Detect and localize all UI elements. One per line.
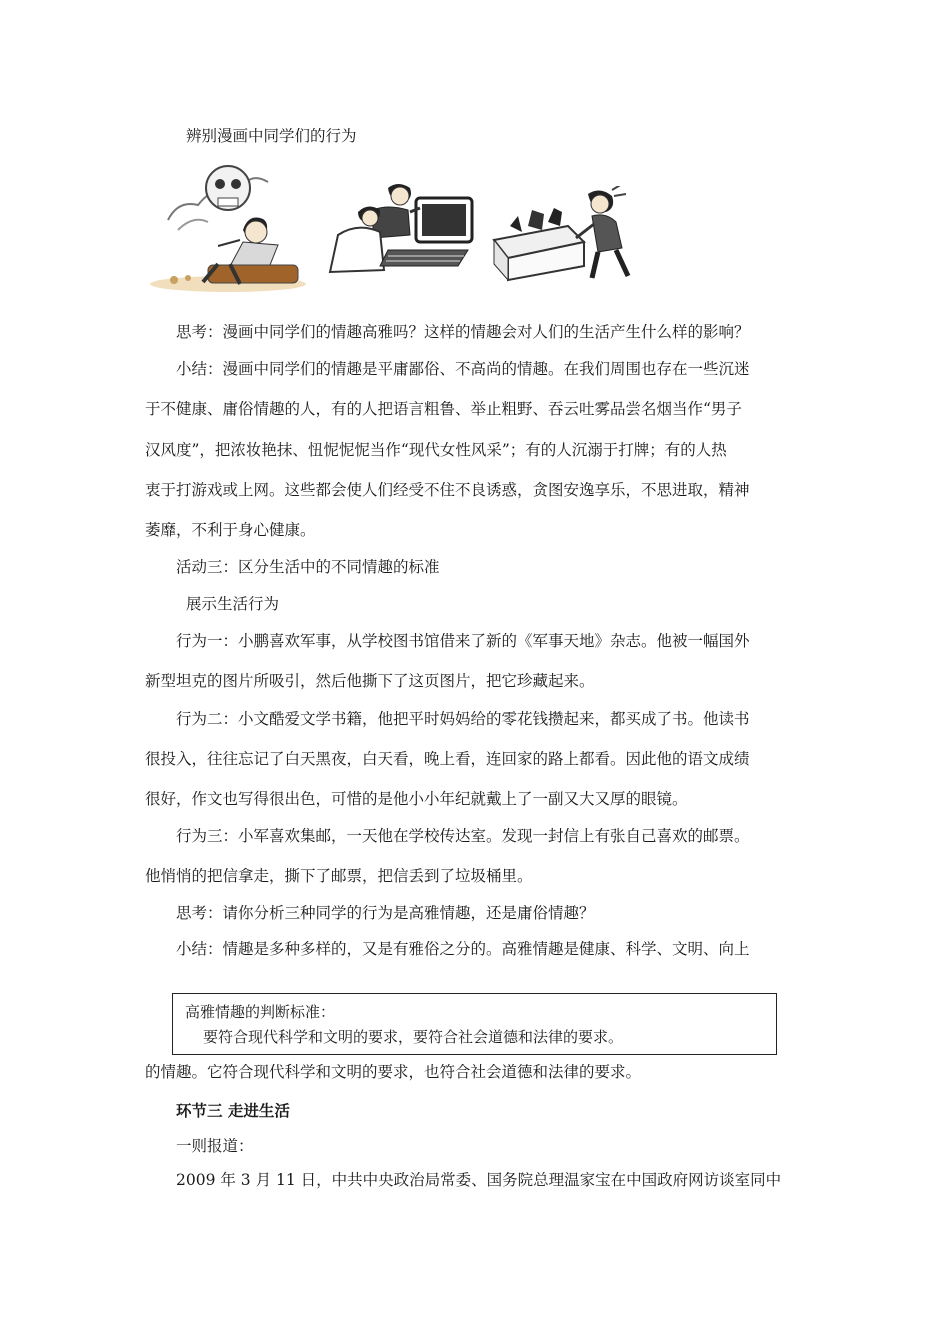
smoking-student-cartoon (148, 160, 310, 292)
summary2-line: 小结：情趣是多种多样的，又是有雅俗之分的。高雅情趣是健康、科学、文明、向上 (176, 940, 750, 958)
behavior3-line: 行为三：小军喜欢集邮，一天他在学校传达室。发现一封信上有张自己喜欢的邮票。 (176, 827, 750, 845)
cartoon-heading: 辨别漫画中同学们的行为 (186, 127, 357, 145)
show-behavior-heading: 展示生活行为 (186, 595, 280, 613)
think-question-2: 思考：请你分析三种同学的行为是高雅情趣，还是庸俗情趣？ (176, 904, 595, 922)
section3-title: 环节三 走进生活 (176, 1102, 290, 1120)
computer-game-students-cartoon (318, 180, 486, 280)
behavior2-line: 很投入，往往忘记了白天黑夜，白天看，晚上看，连回家的路上都看。因此他的语文成绩 (145, 750, 750, 768)
behavior3-line: 他悄悄的把信拿走，撕下了邮票，把信丢到了垃圾桶里。 (145, 867, 533, 885)
summary1-line: 汉风度”，把浓妆艳抹、忸怩怩怩当作“现代女性风采”；有的人沉溺于打牌；有的人热 (145, 441, 727, 459)
activity3-heading: 活动三：区分生活中的不同情趣的标准 (176, 558, 440, 576)
behavior1-line: 新型坦克的图片所吸引，然后他撕下了这页图片，把它珍藏起来。 (145, 672, 595, 690)
criteria-content: 要符合现代科学和文明的要求，要符合社会道德和法律的要求。 (203, 1028, 624, 1046)
behavior2-line: 行为二：小文酷爱文学书籍，他把平时妈妈给的零花钱攒起来，都买成了书。他读书 (176, 710, 750, 728)
behavior2-line: 很好，作文也写得很出色，可惜的是他小小年纪就戴上了一副又大又厚的眼镜。 (145, 790, 688, 808)
criteria-title: 高雅情趣的判断标准： (185, 1003, 336, 1021)
summary1-line: 小结：漫画中同学们的情趣是平庸鄙俗、不高尚的情趣。在我们周围也存在一些沉迷 (176, 360, 750, 378)
criteria-box (172, 993, 777, 1055)
summary1-line: 衷于打游戏或上网。这些都会使人们经受不住不良诱惑，贪图安逸享乐，不思进取，精神 (145, 481, 750, 499)
think-question-1: 思考：漫画中同学们的情趣高雅吗？这样的情趣会对人们的生活产生什么样的影响？ (176, 323, 750, 341)
report-text: 2009 年 3 月 11 日，中共中央政治局常委、国务院总理温家宝在中国政府网访谈室同中 (176, 1171, 782, 1189)
summary2-continuation: 的情趣。它符合现代科学和文明的要求，也符合社会道德和法律的要求。 (145, 1063, 642, 1081)
girl-shoes-cartoon (488, 186, 660, 282)
behavior1-line: 行为一：小鹏喜欢军事，从学校图书馆借来了新的《军事天地》杂志。他被一幅国外 (176, 632, 750, 650)
summary1-line: 于不健康、庸俗情趣的人，有的人把语言粗鲁、举止粗野、吞云吐雾品尝名烟当作“男子 (145, 400, 742, 418)
report-label: 一则报道： (176, 1137, 254, 1155)
summary1-line: 萎靡，不利于身心健康。 (145, 521, 316, 539)
